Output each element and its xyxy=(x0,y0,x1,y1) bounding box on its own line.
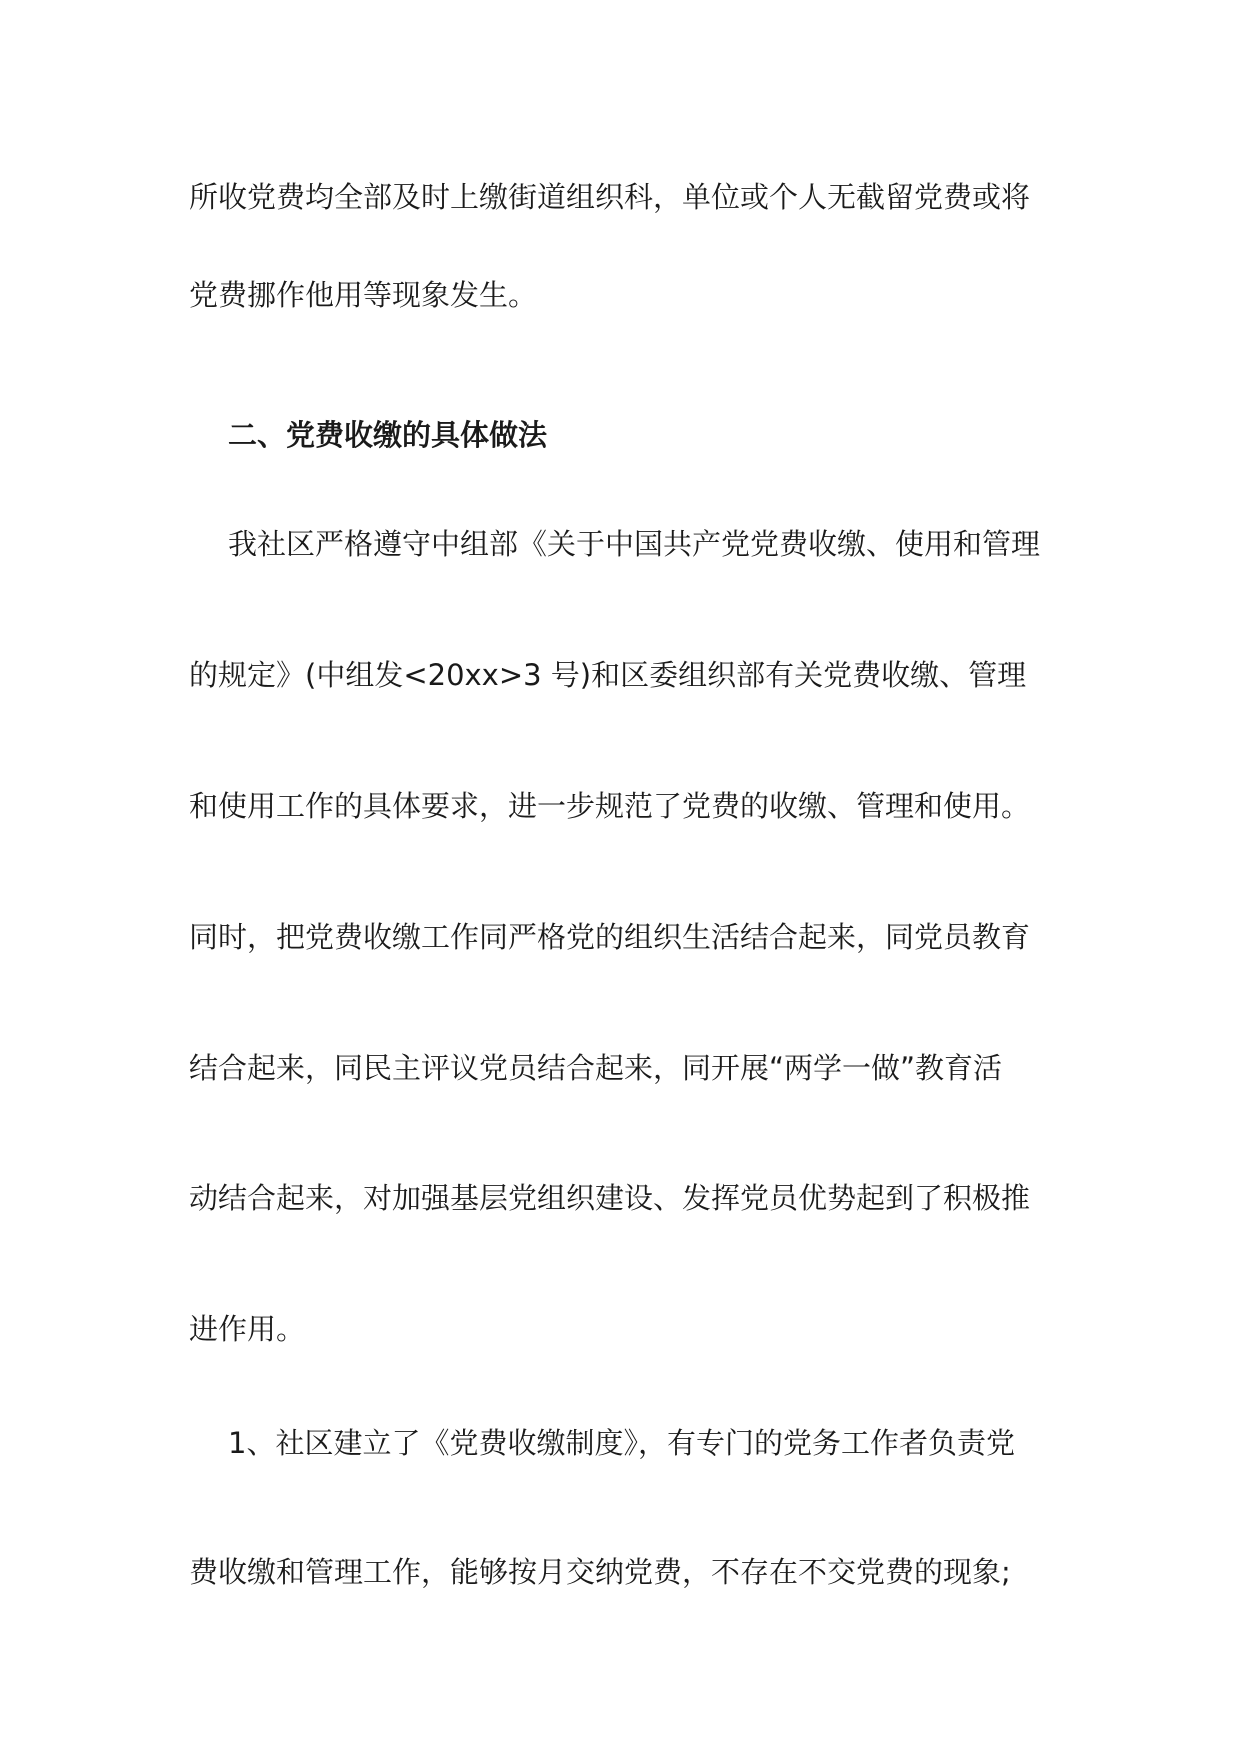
paragraph-2-line-5: 结合起来，同民主评议党员结合起来，同开展“两学一做”教育活 xyxy=(189,1051,1003,1085)
paragraph-3-line-1: 1、社区建立了《党费收缴制度》，有专门的党务工作者负责党 xyxy=(228,1426,1015,1460)
paragraph-2-line-3: 和使用工作的具体要求，进一步规范了党费的收缴、管理和使用。 xyxy=(189,789,1031,823)
paragraph-2-line-6: 动结合起来，对加强基层党组织建设、发挥党员优势起到了积极推 xyxy=(189,1181,1031,1215)
paragraph-1-line-2: 党费挪作他用等现象发生。 xyxy=(189,278,538,312)
paragraph-3-line-2: 费收缴和管理工作，能够按月交纳党费，不存在不交党费的现象; xyxy=(189,1555,1011,1589)
section-heading: 二、党费收缴的具体做法 xyxy=(228,418,548,452)
paragraph-2-line-2: 的规定》(中组发<20xx>3 号)和区委组织部有关党费收缴、管理 xyxy=(189,658,1027,692)
paragraph-2-line-4: 同时，把党费收缴工作同严格党的组织生活结合起来，同党员教育 xyxy=(189,920,1031,954)
paragraph-1-line-1: 所收党费均全部及时上缴街道组织科，单位或个人无截留党费或将 xyxy=(189,180,1031,214)
paragraph-2-line-1: 我社区严格遵守中组部《关于中国共产党党费收缴、使用和管理 xyxy=(228,527,1041,561)
paragraph-2-line-7: 进作用。 xyxy=(189,1312,306,1346)
